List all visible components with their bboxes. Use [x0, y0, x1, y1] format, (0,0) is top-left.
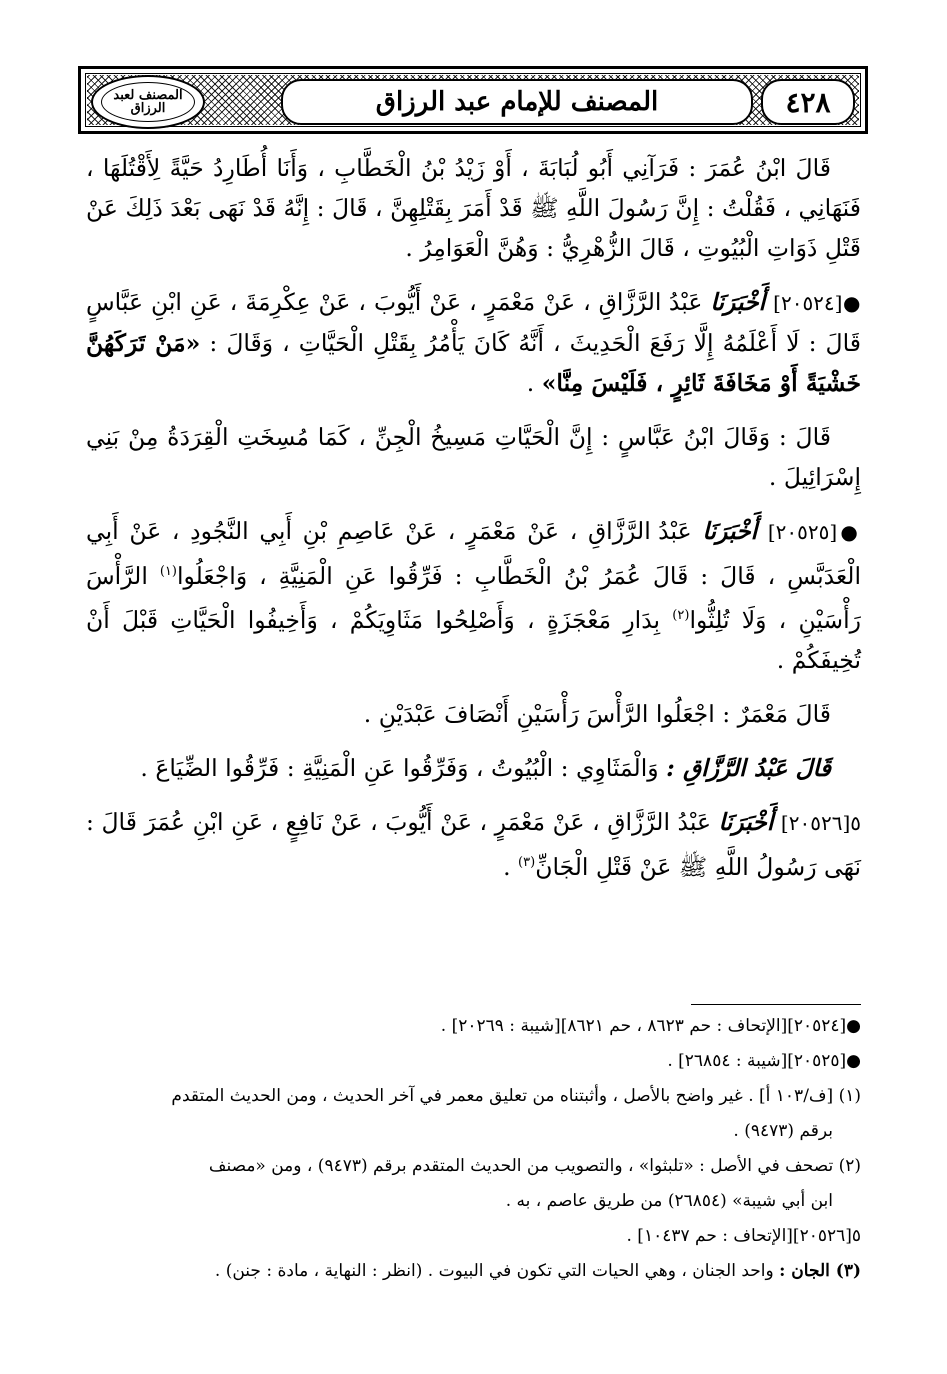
explanation-text: وَالْمَثَاوِي : الْبُيُوتُ ، وَفَرِّقُوا عَنِ الْمَنِيَّةِ : فَرِّقُوا الضِّيَاعَ . [140, 753, 659, 782]
hadith-number: ●[٢٠٥٢٤] [773, 291, 861, 315]
akhbarana-label: أَخْبَرَنَا [702, 517, 758, 545]
footnote-3 [90, 1255, 861, 1288]
abdulrazzaq-label: قَالَ عَبْدُ الرَّزَّاقِ : [666, 753, 831, 782]
footnote-1: (١) [ف/١٠٣ أ] . غير واضح بالأصل ، وأثبتناه من تعليق معمر في آخر الحديث ، ومن الحديث المتقدم [171, 1086, 861, 1106]
paragraph-6 [86, 748, 861, 788]
main-text [86, 148, 861, 900]
paragraph-5: قَالَ مَعْمَرٌ : اجْعَلُوا الرَّأْسَ رَأْسَيْنِ أَنْصَافَ عَبْدَيْنِ . [363, 699, 831, 728]
hadith-text-cont: الرَّأْسَ رَأْسَيْنِ ، وَلَا تُلِثُّوا [86, 561, 862, 634]
footnote-separator [691, 1004, 861, 1005]
hadith-quote: «مَنْ تَرَكَهُنَّ خَشْيَةً أَوْ مَخَافَةَ ثَائِرٍ ، فَلَيْسَ مِنَّا» [86, 329, 861, 397]
book-seal-logo [91, 75, 205, 129]
hadith-text: عَبْدُ الرَّزَّاقِ ، عَنْ مَعْمَرٍ ، عَنْ عَاصِمِ بْنِ أَبِي النَّجُودِ ، عَنْ أَبِي الْعَدَبَّسِ ، قَالَ : قَالَ عُمَرُ بْنُ الْخَطَّابِ : فَرِّقُوا عَنِ الْمَنِيَّةِ ، وَاجْعَلُوا [86, 517, 861, 590]
footnotes [90, 1010, 861, 1290]
hadith-20526 [86, 802, 861, 887]
footnote-source-20525: ●[٢٠٥٢٥][شيبة : ٢٦٨٥٤] . [667, 1051, 861, 1071]
page-number: ٤٢٨ [761, 79, 855, 125]
footnote-3-label: (٣) الجان : [779, 1261, 861, 1281]
hadith-text: عَبْدُ الرَّزَّاقِ ، عَنْ مَعْمَرٍ ، عَنْ أَيُّوبَ ، عَنْ عِكْرِمَةَ ، عَنِ ابْنِ عَبَّاسٍ قَالَ : لَا أَعْلَمُهُ إِلَّا رَفَعَ الْحَدِيثَ ، أَنَّهُ كَانَ يَأْمُرُ بِقَتْلِ الْحَيَّاتِ ، وَقَالَ : [86, 288, 861, 357]
hadith-number: ●[٢٠٥٢٥] [767, 520, 861, 544]
footnote-source-20524: ●[٢٠٥٢٤][الإتحاف : حم ٨٦٢٣ ، حم ٨٦٢١][شيبة : ٢٠٢٦٩] . [440, 1016, 861, 1036]
seal-text: المصنف لعبد الرزاق [113, 88, 183, 116]
paragraph-3: قَالَ : وَقَالَ ابْنُ عَبَّاسٍ : إِنَّ الْحَيَّاتِ مَسِيخُ الْجِنِّ ، كَمَا مُسِخَتِ الْقِرَدَةُ مِنْ بَنِي إِسْرَائِيلَ . [86, 423, 861, 491]
footnote-ref-2: (٢) [672, 607, 690, 623]
seal-inner-ring [101, 82, 195, 122]
hadith-text: عَبْدُ الرَّزَّاقِ ، عَنْ مَعْمَرٍ ، عَنْ أَيُّوبَ ، عَنْ نَافِعٍ ، عَنِ ابْنِ عُمَرَ قَالَ : نَهَى رَسُولُ اللَّهِ ﷺ عَنْ قَتْلِ الْجَانِّ [86, 807, 861, 881]
paragraph-1: قَالَ ابْنُ عُمَرَ : فَرَآنِي أَبُو لُبَابَةَ ، أَوْ زَيْدُ بْنُ الْخَطَّابِ ، وَأَنَا أُطَارِدُ حَيَّةً لِأَقْتُلَهَا ، فَنَهَانِي ، فَقُلْتُ : إِنَّ رَسُولَ اللَّهِ ﷺ قَدْ أَمَرَ بِقَتْلِهِنَّ ، قَالَ : إِنَّهُ قَدْ نَهَى بَعْدَ ذَلِكَ عَنْ قَتْلِ ذَوَاتِ الْبُيُوتِ ، قَالَ الزُّهْرِيُّ : وَهُنَّ الْعَوَامِرُ . [86, 154, 861, 262]
hadith-end: . [503, 852, 511, 881]
hadith-text-end: بِدَارِ مَعْجَزَةٍ ، وَأَصْلِحُوا مَثَاوِيَكُمْ ، وَأَخِيفُوا الْحَيَّاتِ قَبْلَ أَنْ تُخِيفَكُمْ . [86, 605, 861, 674]
footnote-1-cont: برقم (٩٤٧٣) . [733, 1121, 833, 1141]
footnote-ref-1: (١) [159, 564, 177, 579]
footnote-2: (٢) تصحف في الأصل : «تلبثوا» ، والتصويب من الحديث المتقدم برقم (٩٤٧٣) ، ومن «مصنف [208, 1156, 861, 1176]
footnote-source-20526: ٥[٢٠٥٢٦][الإتحاف : حم ١٠٤٣٧] . [626, 1226, 861, 1246]
footnote-3-text: واحد الجنان ، وهي الحيات التي تكون في البيوت . (انظر : النهاية ، مادة : جنن) . [214, 1261, 774, 1281]
akhbarana-label: أَخْبَرَنَا [710, 288, 766, 316]
hadith-20524 [86, 282, 861, 403]
hadith-end: . [526, 369, 535, 397]
page-header [78, 66, 868, 134]
footnote-2-cont: ابن أبي شيبة» (٢٦٨٥٤) من طريق عاصم ، به . [505, 1191, 833, 1211]
footnote-ref-3: (٣) [518, 854, 536, 870]
running-title: المصنف للإمام عبد الرزاق [281, 79, 753, 125]
hadith-20525 [86, 511, 861, 680]
akhbarana-label: أَخْبَرَنَا [718, 807, 774, 836]
hadith-number: ٥[٢٠٥٢٦] [780, 810, 861, 835]
